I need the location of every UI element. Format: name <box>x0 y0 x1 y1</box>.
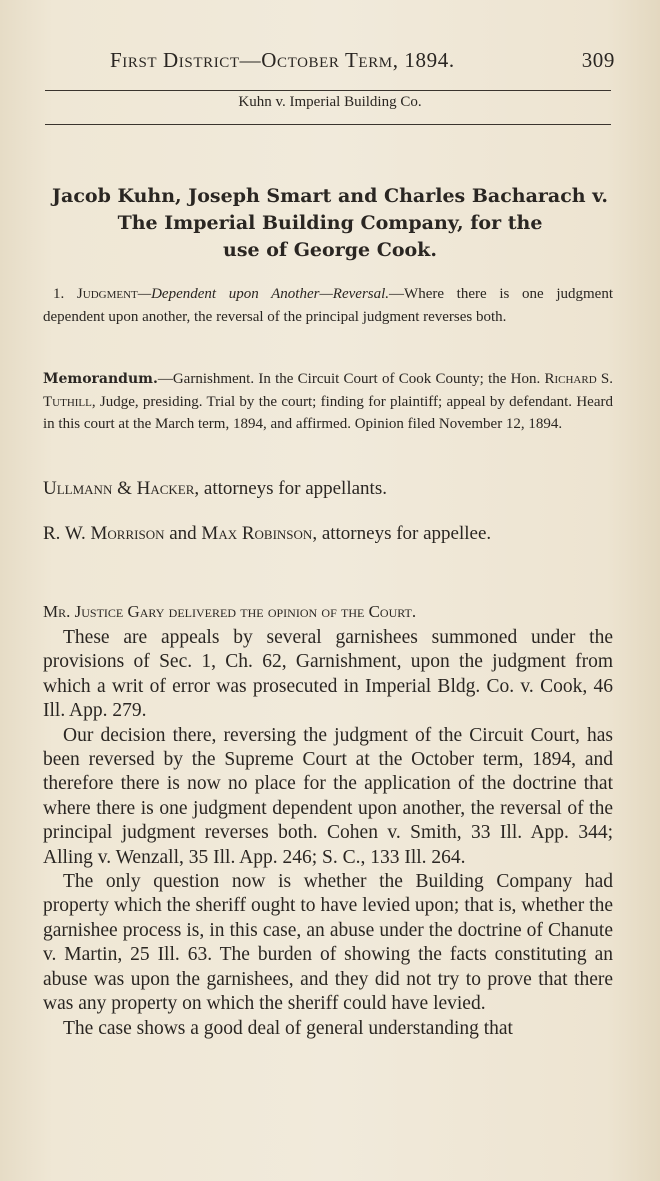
memorandum-label: Memorandum. <box>43 371 158 387</box>
memorandum-judge: Richard S. Tuthill <box>43 371 613 410</box>
case-title-line-2: The Imperial Building Company, for the <box>117 212 543 234</box>
case-title-line-3: use of George Cook. <box>223 239 437 261</box>
headnote-term: Judgment <box>76 286 138 302</box>
page-number: 309 <box>581 48 615 72</box>
memorandum-part-1: —Garnishment. In the Circuit Court of Cook County; the Hon. <box>157 371 545 387</box>
attorneys-appellants <box>43 474 613 503</box>
opinion-body <box>43 626 613 1041</box>
case-subhead: Kuhn v. Imperial Building Co. <box>238 94 422 110</box>
memorandum <box>43 368 613 436</box>
running-head <box>110 48 615 73</box>
appellee-attorney-2: Max Robinson <box>201 523 313 544</box>
opinion-heading: Mr. Justice Gary delivered the opinion of the Court. <box>43 602 417 621</box>
opinion-paragraph-1: These are appeals by several garnishees summoned under the provisions of Sec. 1, Ch. 62, Garnishment, upon the judgment from which a writ of error was prosecuted in Imperial Bldg. Co. v. Cook, 46 Ill. App. 279. <box>43 627 613 722</box>
opinion-paragraph-3: The only question now is whether the Building Company had property which the sheriff ought to have levied upon; that is, whether the garnishee process is, in this case, an abuse under the doctrine of Chanute v. Martin, 25 Ill. 63. The burden of showing the facts constituting an abuse was upon the garnishees, and they did not try to prove that there was any property on which the sheriff could have levied. <box>43 871 613 1015</box>
appellant-attorneys-role: , attorneys for appellants. <box>194 478 387 499</box>
header-rule-top <box>45 90 611 91</box>
appellee-attorneys-role: , attorneys for appellee. <box>312 523 492 544</box>
appellee-attorneys-and: and <box>164 523 202 544</box>
appellee-attorney-1: R. W. Morrison <box>43 523 165 544</box>
opinion-paragraph-2: Our decision there, reversing the judgment of the Circuit Court, has been reversed by the Supreme Court at the October term, 1894, and therefore there is now no place for the application of the doctrine that where there is one judgment dependent upon another, the reversal of the principal judgment reverses both. Cohen v. Smith, 33 Ill. App. 344; Alling v. Wenzall, 35 Ill. App. 246; S. C., 133 Ill. 264. <box>43 724 613 868</box>
opinion-paragraph-4: The case shows a good deal of general understanding that <box>63 1017 513 1039</box>
case-title <box>30 183 630 264</box>
headnote-topic: —Dependent upon Another—Reversal. <box>137 286 390 302</box>
headnote-number: 1. <box>53 286 65 302</box>
running-head-title: First District—October Term, 1894. <box>110 48 455 72</box>
memorandum-part-2: , Judge, presiding. Trial by the court; finding for plaintiff; appeal by defendant. Heard in this court at the March term, 1894, and affirmed. Opinion filed November 12, 1894. <box>43 393 613 432</box>
attorneys-appellee <box>43 519 613 548</box>
headnote <box>43 283 613 328</box>
case-title-line-1: Jacob Kuhn, Joseph Smart and Charles Bacharach v. <box>52 185 608 207</box>
header-rule-bottom <box>45 124 611 125</box>
headnote-text: —Where there is one judgment dependent upon another, the reversal of the principal judgment reverses both. <box>43 286 613 325</box>
appellant-attorneys-names: Ullmann & Hacker <box>43 478 195 499</box>
